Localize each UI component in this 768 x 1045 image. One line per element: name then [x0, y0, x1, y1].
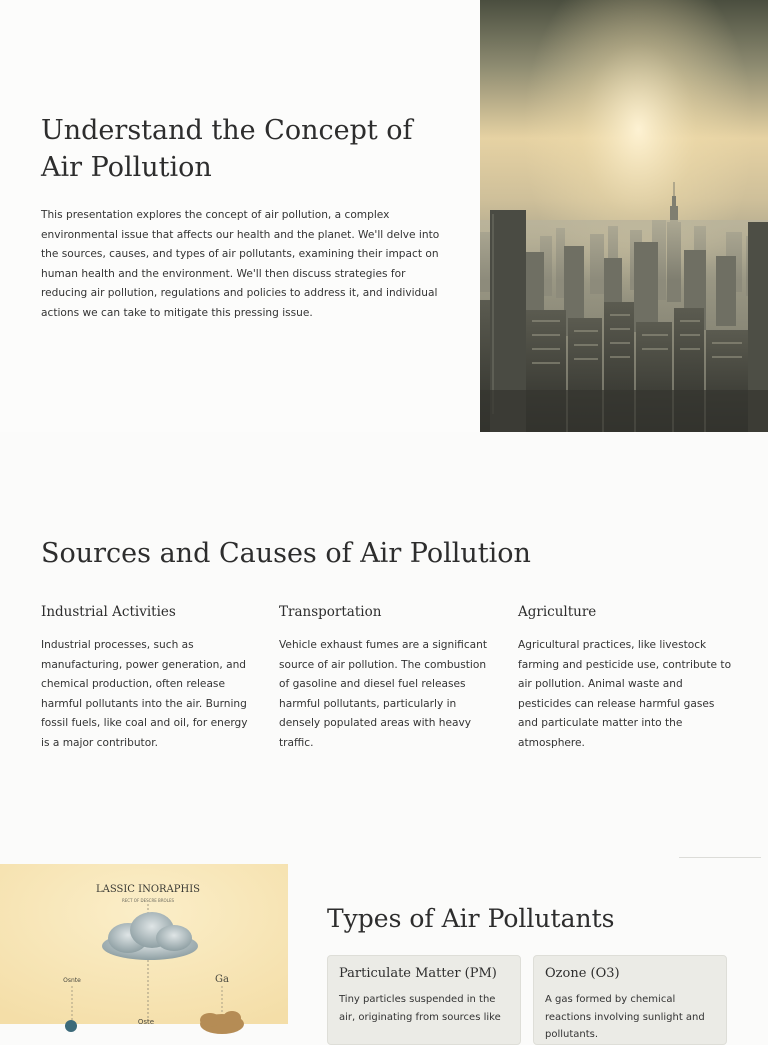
- infographic-label: Oste: [137, 1018, 155, 1026]
- pollutant-card-body: Tiny particles suspended in the air, originating from sources like: [339, 994, 501, 1023]
- infographic-heading: LASSIC INORAPHIS: [95, 884, 201, 895]
- source-body: Industrial processes, such as manufacturing, power generation, and chemical production, often release harmful pollutants into the air. Burning fossil fuels, like coal and oil, for energy is a major contributor.: [41, 639, 248, 749]
- source-column-transportation: [279, 602, 493, 753]
- city-skyline-image: [480, 0, 768, 432]
- source-heading: Agriculture: [518, 604, 597, 620]
- source-heading: Transportation: [279, 604, 382, 620]
- slide-sources: [0, 432, 768, 864]
- infographic-subheading: RECT OF DESCRE BROLES: [121, 898, 175, 903]
- pollutant-infographic-image: [0, 864, 288, 1024]
- pollutant-card-heading: Ozone (O3): [545, 966, 620, 981]
- pollutant-card-body: A gas formed by chemical reactions involving sunlight and pollutants.: [545, 994, 705, 1040]
- source-body: Agricultural practices, like livestock farming and pesticide use, contribute to air pollution. Animal waste and pesticides can release harmful gases and particulate matter into the atmosphere.: [518, 639, 732, 749]
- infographic-label: Ga: [215, 974, 229, 985]
- slide-intro: [0, 0, 768, 432]
- pollutant-card-particulate: [327, 955, 521, 1045]
- pollutant-card-ozone: [533, 955, 727, 1045]
- source-column-agriculture: [518, 602, 732, 753]
- page-title: Understand the Concept of Air Pollution: [41, 115, 413, 183]
- sources-title: Sources and Causes of Air Pollution: [41, 538, 531, 569]
- source-column-industrial: [41, 602, 255, 753]
- pollutant-types-title: Types of Air Pollutants: [327, 904, 615, 933]
- intro-paragraph: This presentation explores the concept of air pollution, a complex environmental issue that affects our health and the planet. We'll delve into the sources, causes, and types of air pollutants, examining their impact on human health and the environment. We'll then discuss strategies for reducing air pollution, regulations and policies to address it, and individual actions we can take to mitigate this pressing issue.: [41, 209, 440, 319]
- infographic-label: Osnte: [63, 977, 81, 984]
- source-heading: Industrial Activities: [41, 604, 176, 620]
- divider-line: [679, 857, 761, 858]
- pollutant-card-heading: Particulate Matter (PM): [339, 966, 497, 981]
- slide-pollutant-types: [0, 864, 768, 1040]
- source-body: Vehicle exhaust fumes are a significant source of air pollution. The combustion of gasoline and diesel fuel releases harmful pollutants, particularly in densely populated areas with heavy traffic.: [279, 639, 488, 749]
